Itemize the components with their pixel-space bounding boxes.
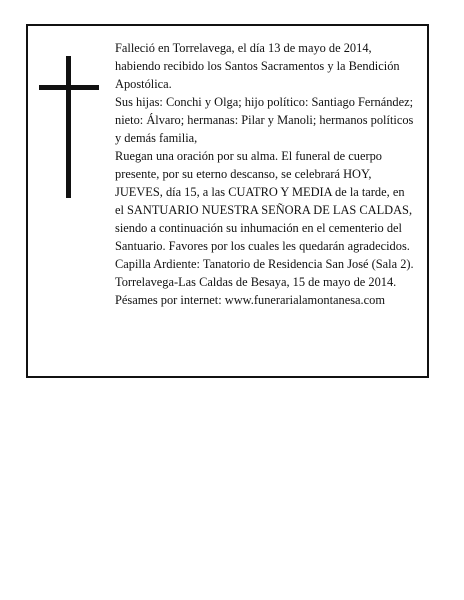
cross-vertical-bar [66, 56, 71, 198]
obituary-notice [26, 24, 429, 378]
notice-paragraph-family: Sus hijas: Conchi y Olga; hijo político: Santiago Fernández; nieto: Álvaro; hermanas: Pilar y Manoli; hermanos políticos y demás familia, [115, 95, 414, 145]
notice-paragraph-place-date: Torrelavega-Las Caldas de Besaya, 15 de mayo de 2014. Pésames por internet: www.funerarialamontanesa.com [115, 275, 397, 307]
cross-horizontal-bar [39, 85, 99, 90]
notice-paragraph-funeral: Ruegan una oración por su alma. El funeral de cuerpo presente, por su eterno descanso, se celebrará HOY, JUEVES, día 15, a las CUATRO Y MEDIA de la tarde, en el SANTUARIO NUESTRA SEÑORA DE LAS CALDAS, siendo a continuación su inhumación en el cementerio del Santuario. Favores por los cuales les quedarán agradecidos. Capilla Ardiente: Tanatorio de Residencia San José (Sala 2). [115, 149, 414, 271]
latin-cross-icon [39, 56, 99, 198]
notice-text [115, 39, 415, 309]
notice-paragraph-death: Falleció en Torrelavega, el día 13 de mayo de 2014, habiendo recibido los Santos Sacramentos y la Bendición Apostólica. [115, 41, 400, 91]
